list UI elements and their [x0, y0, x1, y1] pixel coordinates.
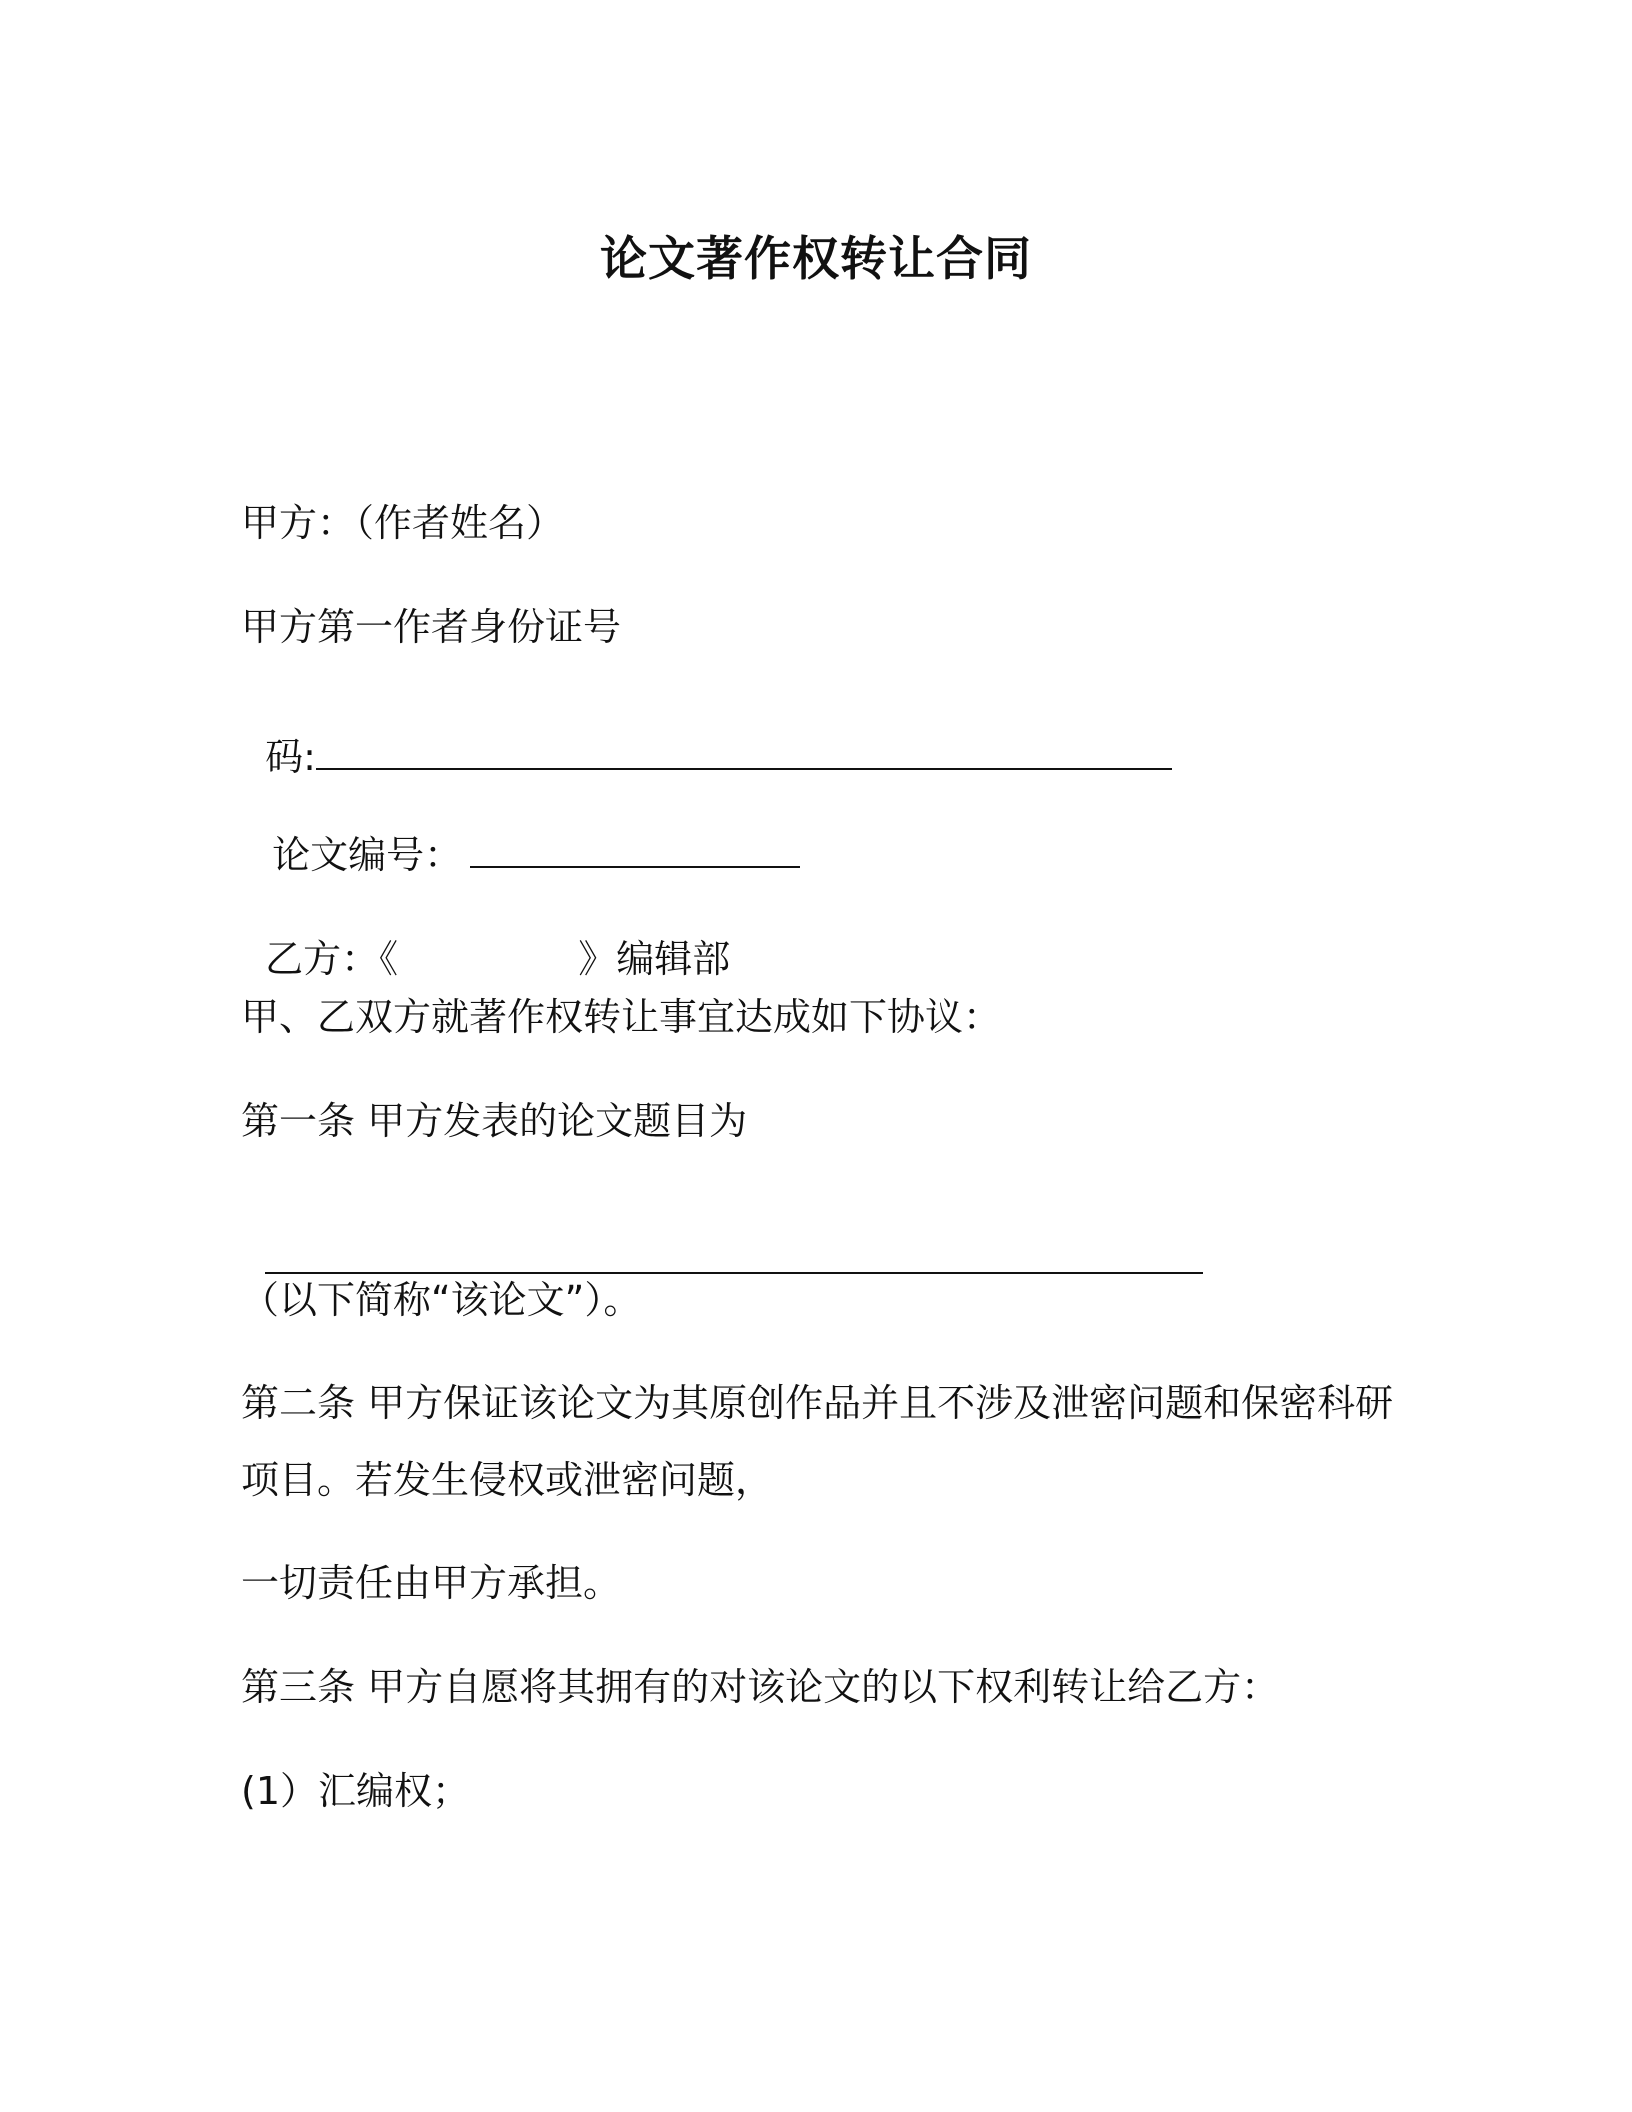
- document-title: 论文著作权转让合同: [600, 232, 1032, 287]
- article-2-line-2: 项目。若发生侵权或泄密问题，: [241, 1458, 774, 1502]
- right-item-1: (1）汇编权；: [241, 1769, 471, 1813]
- agreement-intro: 甲、乙双方就著作权转让事宜达成如下协议：: [241, 995, 1002, 1039]
- paper-number-line: [248, 786, 800, 878]
- paper-number-label: 论文编号：: [272, 833, 463, 877]
- paper-title-blank: [265, 1238, 1203, 1274]
- party-a-id-label-line2: 码:: [265, 735, 316, 779]
- party-a-line: 甲方：（作者姓名）: [241, 501, 565, 545]
- party-b-prefix: 乙方：《: [265, 937, 399, 981]
- party-a-id-label-line1: 甲方第一作者身份证号: [241, 605, 622, 649]
- party-b-suffix: 》编辑部: [578, 937, 731, 981]
- article-1: 第一条 甲方发表的论文题目为: [241, 1099, 748, 1143]
- article-3: 第三条 甲方自愿将其拥有的对该论文的以下权利转让给乙方：: [241, 1665, 1280, 1709]
- paper-number-blank: [470, 832, 800, 868]
- id-number-blank: [316, 734, 1172, 770]
- article-1-note: （以下简称“该论文”）。: [241, 1278, 642, 1322]
- article-2-line-1: 第二条 甲方保证该论文为其原创作品并且不涉及泄密问题和保密科研: [241, 1381, 1394, 1425]
- party-a-id-line: [241, 688, 1172, 780]
- article-2-line-3: 一切责任由甲方承担。: [241, 1561, 622, 1605]
- paper-title-line: [241, 1192, 1203, 1284]
- party-b-line: [241, 890, 730, 982]
